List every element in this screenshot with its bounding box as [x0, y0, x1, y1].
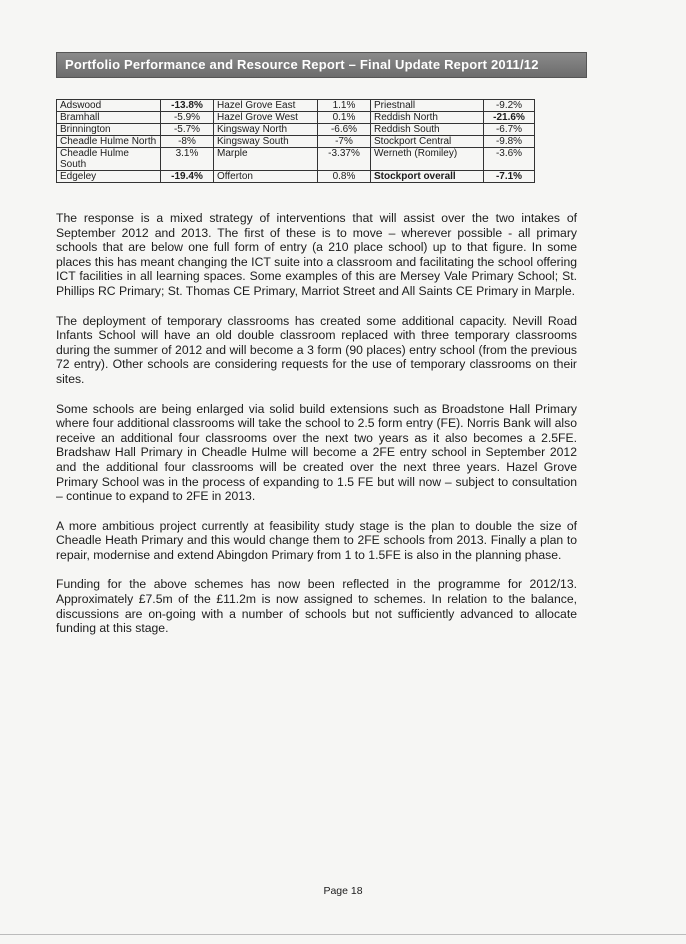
table-row [57, 112, 535, 124]
area-name-cell: Cheadle Hulme South [57, 148, 161, 171]
change-value-cell: -3.6% [484, 148, 535, 171]
change-value-cell: -9.2% [484, 100, 535, 112]
table-row [57, 148, 535, 171]
paragraph-feasibility: A more ambitious project currently at feasibility study stage is the plan to double the size of Cheadle Heath Primary and this would change them to 2FE schools from 2013. Finally a plan to repair, modernise and extend Abingdon Primary from 1 to 1.5FE is also in the planning phase. [56, 518, 577, 562]
area-name-cell: Bramhall [57, 112, 161, 124]
change-value-cell: 0.8% [318, 171, 371, 183]
change-value-cell: -6.6% [318, 124, 371, 136]
change-value-cell: -13.8% [161, 100, 214, 112]
change-value-cell: -6.7% [484, 124, 535, 136]
change-value-cell: 1.1% [318, 100, 371, 112]
area-name-cell: Offerton [214, 171, 318, 183]
page-edge-divider [0, 934, 686, 935]
area-name-cell: Priestnall [371, 100, 484, 112]
report-title-banner: Portfolio Performance and Resource Report – Final Update Report 2011/12 [56, 52, 587, 78]
paragraph-temporary-classrooms: The deployment of temporary classrooms has created some additional capacity. Nevill Road Infants School will have an old double classroom replaced with three temporary classrooms during the summer of 2012 and will become a 3 form (90 places) entry school (from the previous 72 entry). Other schools are considering requests for the use of temporary classrooms on their sites. [56, 313, 577, 386]
area-name-cell: Reddish North [371, 112, 484, 124]
report-body [56, 211, 577, 651]
page-number: Page 18 [323, 885, 363, 897]
change-value-cell: -3.37% [318, 148, 371, 171]
area-name-cell: Marple [214, 148, 318, 171]
change-value-cell: -7.1% [484, 171, 535, 183]
change-value-cell: -5.7% [161, 124, 214, 136]
area-name-cell: Kingsway South [214, 136, 318, 148]
area-name-cell: Stockport Central [371, 136, 484, 148]
area-name-cell: Stockport overall [371, 171, 484, 183]
table-row [57, 171, 535, 183]
area-name-cell: Adswood [57, 100, 161, 112]
table-row [57, 124, 535, 136]
area-name-cell: Reddish South [371, 124, 484, 136]
area-name-cell: Werneth (Romiley) [371, 148, 484, 171]
area-name-cell: Hazel Grove East [214, 100, 318, 112]
paragraph-funding: Funding for the above schemes has now been reflected in the programme for 2012/13. Approximately £7.5m of the £11.2m is now assigned to schemes. In relation to the balance, discussions are on-going with a number of schools but not sufficiently advanced to allocate funding at this stage. [56, 577, 577, 636]
ward-change-table [56, 99, 535, 183]
area-name-cell: Edgeley [57, 171, 161, 183]
change-value-cell: -9.8% [484, 136, 535, 148]
paragraph-extensions: Some schools are being enlarged via solid build extensions such as Broadstone Hall Primary where four additional classrooms will take the school to 2.5 form entry (FE). Norris Bank will also receive an additional four classrooms over the next two years as it also becomes a 2.5FE. Bradshaw Hall Primary in Cheadle Hulme will become a 2FE entry school in September 2012 and the additional four classrooms will be created over the next three years. Hazel Grove Primary School was in the process of expanding to 1.5 FE but will now – subject to consultation – continue to expand to 2FE in 2013. [56, 401, 577, 504]
change-value-cell: -8% [161, 136, 214, 148]
change-value-cell: -19.4% [161, 171, 214, 183]
area-name-cell: Brinnington [57, 124, 161, 136]
table-row [57, 136, 535, 148]
area-name-cell: Kingsway North [214, 124, 318, 136]
change-value-cell: 3.1% [161, 148, 214, 171]
change-value-cell: -5.9% [161, 112, 214, 124]
table-row [57, 100, 535, 112]
change-value-cell: -21.6% [484, 112, 535, 124]
area-name-cell: Hazel Grove West [214, 112, 318, 124]
change-value-cell: -7% [318, 136, 371, 148]
area-name-cell: Cheadle Hulme North [57, 136, 161, 148]
paragraph-strategy: The response is a mixed strategy of interventions that will assist over the two intakes of September 2012 and 2013. The first of these is to move – wherever possible - all primary schools that are below one full form of entry (a 210 place school) up to that figure. In some places this has meant changing the ICT suite into a classroom and facilitating the school offering ICT facilities in all learning spaces. Some examples of this are Mersey Vale Primary School; St. Phillips RC Primary; St. Thomas CE Primary, Marriot Street and All Saints CE Primary in Marple. [56, 211, 577, 298]
change-value-cell: 0.1% [318, 112, 371, 124]
